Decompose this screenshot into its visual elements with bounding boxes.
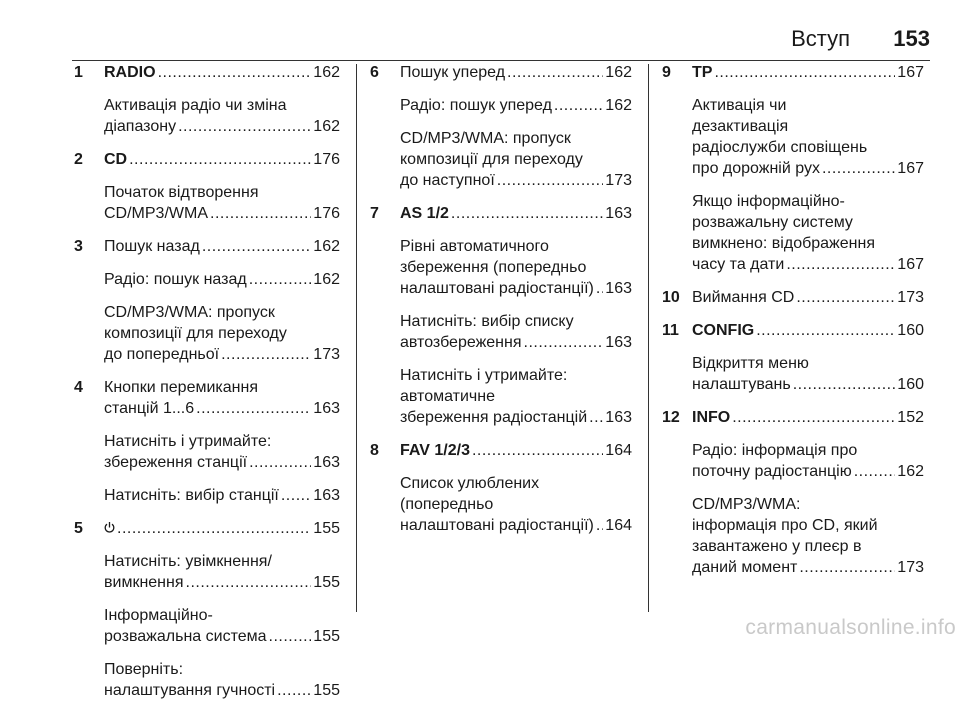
sub-entry: Натисніть: вибір списку автозбереження ..... 163 <box>400 311 632 353</box>
page-ref: 167 <box>897 64 924 81</box>
sub-entry: CD/MP3/WMA: пропуск композиції для переходу до наступної ..... 173 <box>400 128 632 191</box>
page-ref: 176 <box>313 151 340 168</box>
index-entry-10 <box>662 287 924 308</box>
index-column-2 <box>370 62 632 536</box>
index-entry-12 <box>662 407 924 578</box>
entry-number: 3 <box>74 238 83 255</box>
index-entry-11 <box>662 320 924 395</box>
sub-entry: Натисніть і утримайте: автоматичне збереження радіостанцій ..... 163 <box>400 365 632 428</box>
watermark: carmanualsonline.info <box>745 616 956 639</box>
entry-label: Пошук назад <box>104 238 200 255</box>
page-ref: 176 <box>313 205 340 222</box>
page-ref: 162 <box>313 118 340 135</box>
entry-number: 5 <box>74 520 83 537</box>
page-ref: 162 <box>605 97 632 114</box>
sub-entry: CD/MP3/WMA: пропуск композиції для переходу до попередньої ..... 173 <box>104 302 340 365</box>
sub-entry: Радіо: інформація про поточну радіостанцію ..... 162 <box>692 440 924 482</box>
sub-entry: Активація чи дезактивація радіослужби сповіщень про дорожній рух ..... 167 <box>692 95 924 179</box>
sub-entry: Радіо: пошук назад ..... 162 <box>104 269 340 290</box>
page-ref: 155 <box>313 520 340 537</box>
entry-number: 4 <box>74 379 83 396</box>
page-ref: 162 <box>605 64 632 81</box>
sub-entry: Початок відтворення CD/MP3/WMA ..... 176 <box>104 182 340 224</box>
index-column-3 <box>662 62 924 578</box>
column-divider <box>356 64 357 612</box>
entry-number: 7 <box>370 205 379 222</box>
page-ref: 163 <box>605 334 632 351</box>
page-ref: 164 <box>605 442 632 459</box>
page-ref: 167 <box>897 160 924 177</box>
sub-entry: Список улюблених (попередньо налаштовані радіостанції) ..... 164 <box>400 473 632 536</box>
index-entry-8 <box>370 440 632 536</box>
page-ref: 167 <box>897 256 924 273</box>
index-entry-6 <box>370 62 632 191</box>
page-ref: 163 <box>605 280 632 297</box>
page-ref: 163 <box>313 454 340 471</box>
sub-entry: Натисніть: увімкнення/ вимкнення ..... 155 <box>104 551 340 593</box>
entry-number: 2 <box>74 151 83 168</box>
entry-number: 6 <box>370 64 379 81</box>
page-ref: 162 <box>313 64 340 81</box>
entry-label: CD <box>104 151 128 168</box>
sub-entry: Якщо інформаційно- розважальну систему вимкнено: відображення часу та дати ..... 167 <box>692 191 924 275</box>
page-ref: 163 <box>313 400 340 417</box>
sub-entry: Натисніть і утримайте: збереження станції ..... 163 <box>104 431 340 473</box>
entry-number: 11 <box>662 322 679 339</box>
index-entry-1 <box>74 62 340 137</box>
page-title: Вступ <box>791 26 850 51</box>
page-ref: 173 <box>897 559 924 576</box>
entry-label: AS 1/2 <box>400 205 449 222</box>
index-entry-5 <box>74 518 340 701</box>
entry-label: RADIO <box>104 64 156 81</box>
entry-number: 8 <box>370 442 379 459</box>
sub-entry: Радіо: пошук уперед ..... 162 <box>400 95 632 116</box>
page-ref: 163 <box>313 487 340 504</box>
page-ref: 162 <box>313 238 340 255</box>
sub-entry: Натисніть: вибір станції ..... 163 <box>104 485 340 506</box>
page-ref: 155 <box>313 574 340 591</box>
sub-entry: Активація радіо чи зміна діапазону ..... 162 <box>104 95 340 137</box>
entry-label: Виймання CD <box>692 289 795 306</box>
entry-number: 12 <box>662 409 680 426</box>
page-ref: 152 <box>897 409 924 426</box>
index-entry-2 <box>74 149 340 224</box>
entry-label: Кнопки перемикання <box>104 379 258 396</box>
sub-entry: Відкриття меню налаштувань ..... 160 <box>692 353 924 395</box>
page-ref: 155 <box>313 682 340 699</box>
sub-entry: Поверніть: налаштування гучності ..... 155 <box>104 659 340 701</box>
page-ref: 164 <box>605 517 632 534</box>
power-icon <box>104 518 115 539</box>
entry-label: FAV 1/2/3 <box>400 442 470 459</box>
index-entry-4: 4 Кнопки перемикання станцій 1...6 ..... 163 Натисніть і утримайте: збереження станції ..... 163 Натисніть: вибір станції ..... 163 <box>74 377 340 506</box>
index-entry-9 <box>662 62 924 275</box>
page-ref: 160 <box>897 322 924 339</box>
column-divider <box>648 64 649 612</box>
page-ref: 163 <box>605 409 632 426</box>
page-ref: 155 <box>313 628 340 645</box>
index-column-1 <box>74 62 340 701</box>
entry-number: 10 <box>662 289 680 306</box>
index-entry-3 <box>74 236 340 365</box>
page-header <box>0 24 930 58</box>
page-ref: 173 <box>313 346 340 363</box>
sub-entry: Рівні автоматичного збереження (попередньо налаштовані радіостанції) ..... 163 <box>400 236 632 299</box>
page-number: 153 <box>893 26 930 51</box>
entry-label: CONFIG <box>692 322 755 339</box>
entry-number: 9 <box>662 64 671 81</box>
sub-entry: Інформаційно- розважальна система ..... 155 <box>104 605 340 647</box>
page-ref: 173 <box>897 289 924 306</box>
page-ref: 162 <box>897 463 924 480</box>
entry-label: Пошук уперед <box>400 64 506 81</box>
entry-label: INFO <box>692 409 731 426</box>
page-ref: 173 <box>605 172 632 189</box>
sub-entry: CD/MP3/WMA: інформація про CD, який завантажено у плеєр в даний момент ..... 173 <box>692 494 924 578</box>
entry-number: 1 <box>74 64 83 81</box>
page-ref: 163 <box>605 205 632 222</box>
index-entry-7 <box>370 203 632 428</box>
entry-label: TP <box>692 64 713 81</box>
page-ref: 162 <box>313 271 340 288</box>
page-ref: 160 <box>897 376 924 393</box>
header-divider <box>72 60 930 61</box>
